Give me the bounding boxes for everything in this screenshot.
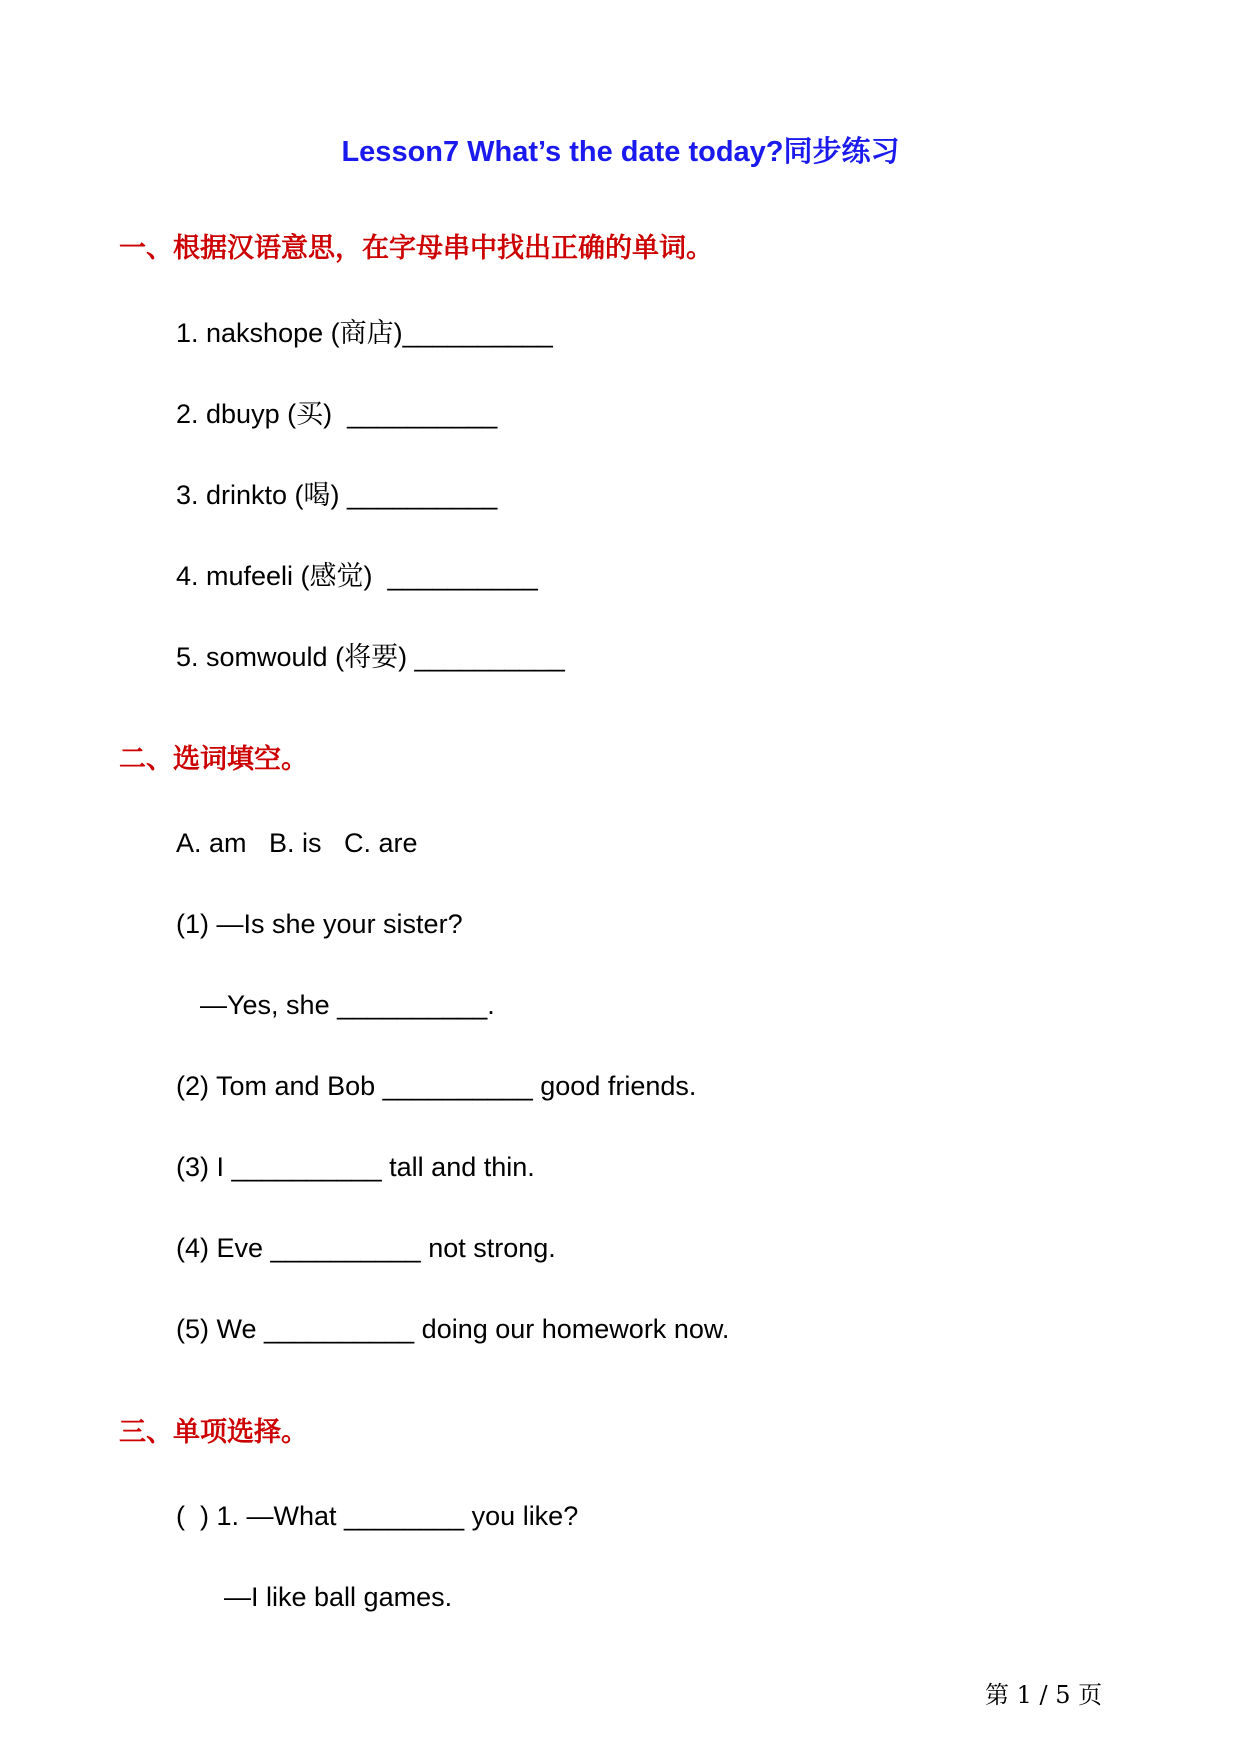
question-item: 4. mufeeli (感觉) __________ (176, 561, 538, 591)
section-heading-2: 二、选词填空。 (119, 744, 308, 775)
question-item: 2. dbuyp (买) __________ (176, 399, 498, 429)
answer-line: —Yes, she __________. (200, 990, 495, 1020)
question-item: (3) I __________ tall and thin. (176, 1152, 535, 1182)
document-title: Lesson7 What’s the date today?同步练习 (341, 136, 900, 168)
question-item: 3. drinkto (喝) __________ (176, 480, 498, 510)
section-heading-1: 一、根据汉语意思，在字母串中找出正确的单词。 (119, 233, 713, 264)
word-options: A. am B. is C. are (176, 828, 418, 858)
section-heading-3: 三、单项选择。 (119, 1417, 308, 1448)
question-item: (1) —Is she your sister? (176, 909, 463, 939)
answer-line: —I like ball games. (224, 1582, 453, 1612)
question-item: (2) Tom and Bob __________ good friends. (176, 1071, 697, 1101)
question-item: 1. nakshope (商店)__________ (176, 318, 553, 348)
question-item: (5) We __________ doing our homework now. (176, 1314, 730, 1344)
question-item: (4) Eve __________ not strong. (176, 1233, 556, 1263)
question-item: ( ) 1. —What ________ you like? (176, 1501, 579, 1531)
question-item: 5. somwould (将要) __________ (176, 642, 565, 672)
page-number: 第 1 / 5 页 (985, 1681, 1103, 1709)
